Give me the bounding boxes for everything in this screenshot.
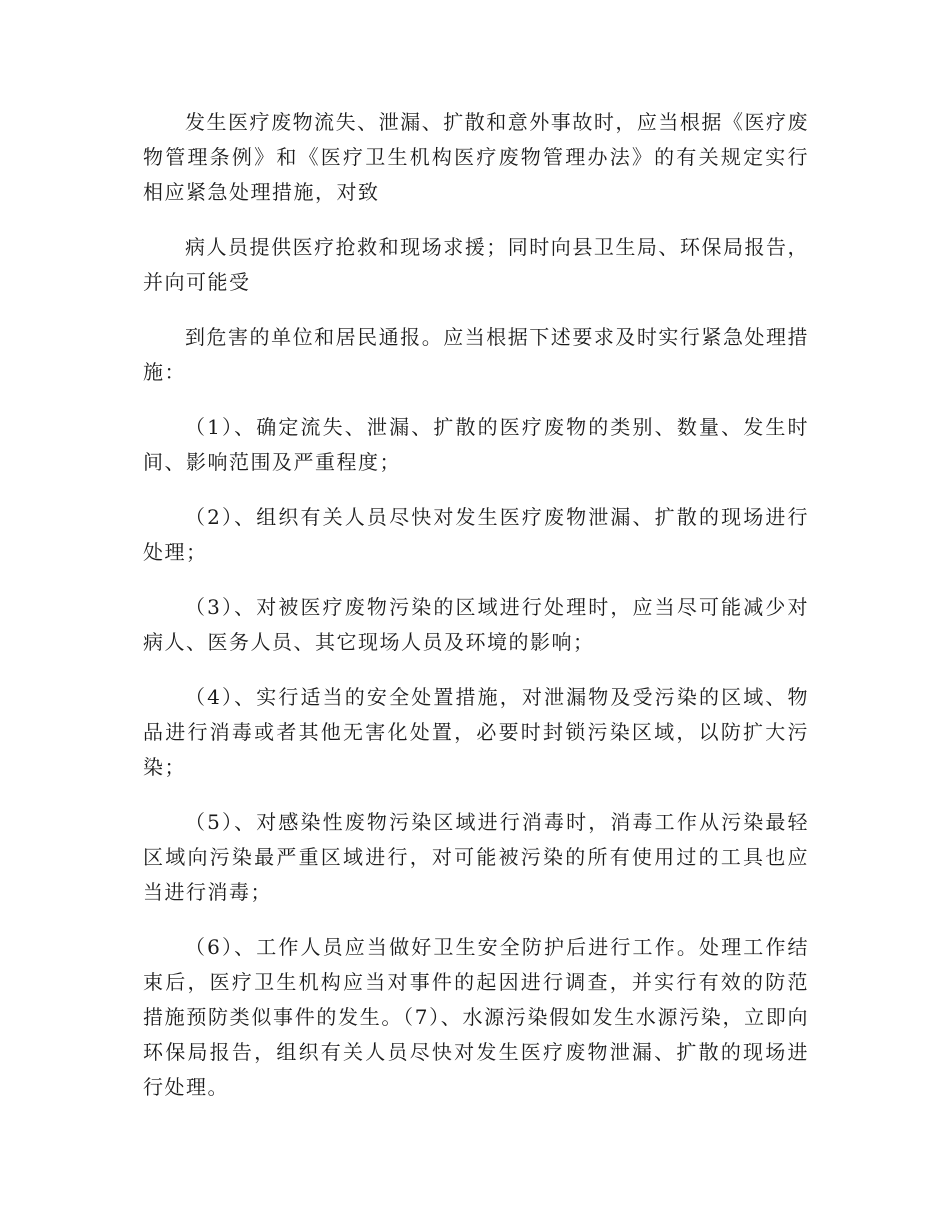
paragraph-item-2: （2）、组织有关人员尽快对发生医疗废物泄漏、扩散的现场进行处理； bbox=[143, 505, 809, 564]
paragraph-item-3: （3）、对被医疗废物污染的区域进行处理时，应当尽可能减少对病人、医务人员、其它现场人员及环境的影响； bbox=[143, 595, 809, 654]
paragraph-item-5: （5）、对感染性废物污染区域进行消毒时，消毒工作从污染最轻区域向污染最严重区域进行，对可能被污染的所有使用过的工具也应当进行消毒； bbox=[143, 810, 809, 904]
paragraph-intro: 发生医疗废物流失、泄漏、扩散和意外事故时，应当根据《医疗废物管理条例》和《医疗卫生机构医疗废物管理办法》的有关规定实行相应紧急处理措施，对致 bbox=[143, 110, 809, 204]
document-body bbox=[143, 105, 809, 1125]
paragraph-item-4: （4）、实行适当的安全处置措施，对泄漏物及受污染的区域、物品进行消毒或者其他无害化处置，必要时封锁污染区域，以防扩大污染； bbox=[143, 685, 809, 779]
paragraph-report: 病人员提供医疗抢救和现场求援；同时向县卫生局、环保局报告，并向可能受 bbox=[143, 235, 809, 294]
paragraph-item-6-7: （6）、工作人员应当做好卫生安全防护后进行工作。处理工作结束后，医疗卫生机构应当对事件的起因进行调查，并实行有效的防范措施预防类似事件的发生。（7）、水源污染假如发生水源污染，立即向环保局报告，组织有关人员尽快对发生医疗废物泄漏、扩散的现场进行处理。 bbox=[143, 935, 809, 1099]
paragraph-notify: 到危害的单位和居民通报。应当根据下述要求及时实行紧急处理措施： bbox=[143, 325, 809, 384]
paragraph-item-1: （1）、确定流失、泄漏、扩散的医疗废物的类别、数量、发生时间、影响范围及严重程度； bbox=[143, 415, 809, 474]
